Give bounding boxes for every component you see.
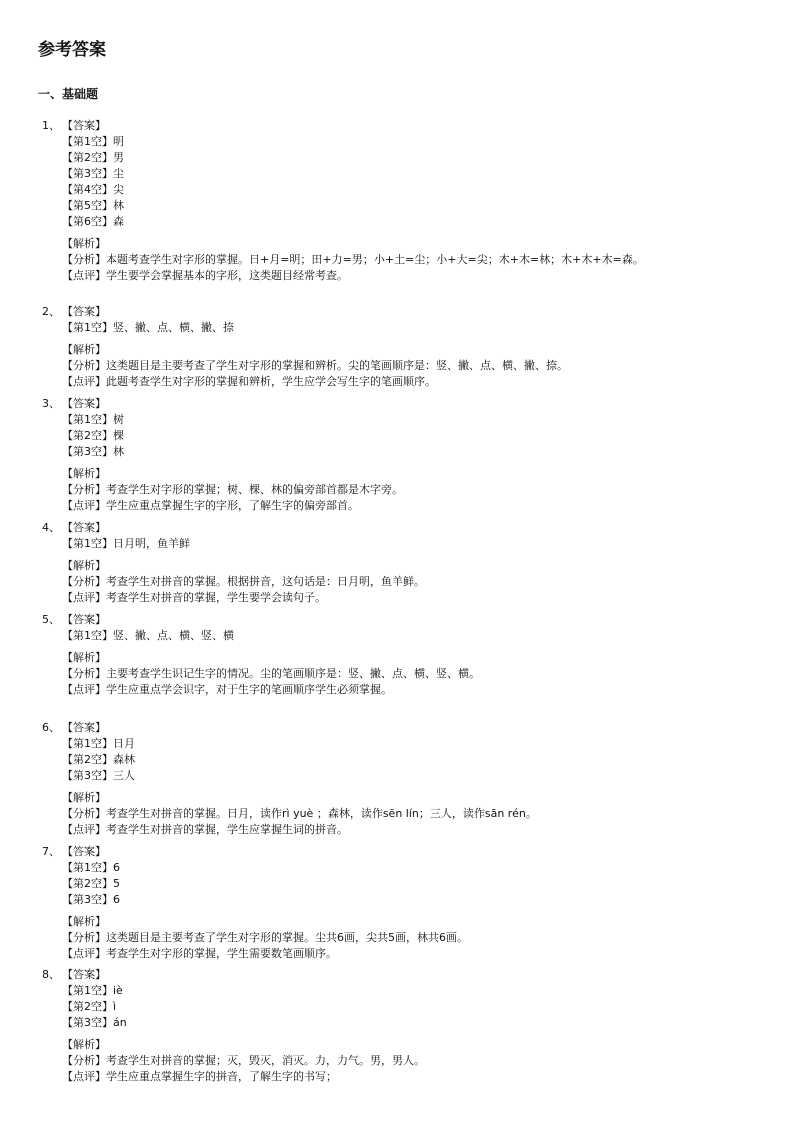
analysis-text: 【分析】考查学生对拼音的掌握。根据拼音，这句话是：日月明，鱼羊鲜。 bbox=[62, 575, 425, 588]
blank-answer: 【第3空】án bbox=[62, 1016, 127, 1029]
answer-label: 【答案】 bbox=[62, 521, 106, 534]
analysis-label: 【解析】 bbox=[62, 791, 106, 804]
comment-text: 【点评】考查学生对拼音的掌握，学生应掌握生词的拼音。 bbox=[62, 823, 348, 836]
analysis-text: 【分析】主要考查学生识记生字的情况。尘的笔画顺序是：竖、撇、点、横、竖、横。 bbox=[62, 667, 480, 680]
answer-label: 【答案】 bbox=[62, 397, 106, 410]
blank-answer: 【第1空】iè bbox=[62, 984, 123, 997]
comment-text: 【点评】学生应重点学会识字，对于生字的笔画顺序学生必须掌握。 bbox=[62, 683, 392, 696]
page-title: 参考答案 bbox=[38, 40, 106, 60]
question-number: 8、 bbox=[42, 968, 60, 981]
analysis-label: 【解析】 bbox=[62, 237, 106, 250]
blank-answer: 【第1空】竖、撇、点、横、撇、捺 bbox=[62, 321, 234, 334]
comment-text: 【点评】考查学生对字形的掌握，学生需要数笔画顺序。 bbox=[62, 947, 337, 960]
comment-text: 【点评】此题考查学生对字形的掌握和辨析，学生应学会写生字的笔画顺序。 bbox=[62, 375, 436, 388]
blank-answer: 【第1空】明 bbox=[62, 135, 124, 148]
answer-label: 【答案】 bbox=[62, 305, 106, 318]
blank-answer: 【第5空】林 bbox=[62, 199, 124, 212]
blank-answer: 【第2空】森林 bbox=[62, 753, 135, 766]
question-number: 2、 bbox=[42, 305, 60, 318]
blank-answer: 【第1空】6 bbox=[62, 861, 120, 874]
blank-answer: 【第2空】ì bbox=[62, 1000, 117, 1013]
blank-answer: 【第3空】尘 bbox=[62, 167, 124, 180]
blank-answer: 【第2空】男 bbox=[62, 151, 124, 164]
blank-answer: 【第1空】树 bbox=[62, 413, 124, 426]
blank-answer: 【第2空】棵 bbox=[62, 429, 124, 442]
blank-answer: 【第3空】林 bbox=[62, 445, 124, 458]
blank-answer: 【第6空】森 bbox=[62, 215, 124, 228]
blank-answer: 【第4空】尖 bbox=[62, 183, 124, 196]
comment-text: 【点评】学生要学会掌握基本的字形，这类题目经常考查。 bbox=[62, 269, 348, 282]
analysis-label: 【解析】 bbox=[62, 467, 106, 480]
analysis-text: 【分析】这类题目是主要考查了学生对字形的掌握和辨析。尖的笔画顺序是：竖、撇、点、横、撇、捺。 bbox=[62, 359, 568, 372]
answer-label: 【答案】 bbox=[62, 119, 106, 132]
blank-answer: 【第3空】6 bbox=[62, 893, 120, 906]
analysis-text: 【分析】这类题目是主要考查了学生对字形的掌握。尘共6画，尖共5画，林共6画。 bbox=[62, 931, 468, 944]
question-number: 5、 bbox=[42, 613, 60, 626]
blank-answer: 【第1空】日月明，鱼羊鲜 bbox=[62, 537, 190, 550]
blank-answer: 【第1空】日月 bbox=[62, 737, 135, 750]
analysis-text: 【分析】考查学生对拼音的掌握；灭，毁灭，消灭。力，力气。男，男人。 bbox=[62, 1054, 425, 1067]
comment-text: 【点评】学生应重点掌握生字的拼音，了解生字的书写； bbox=[62, 1070, 337, 1083]
analysis-label: 【解析】 bbox=[62, 559, 106, 572]
question-number: 3、 bbox=[42, 397, 60, 410]
question-number: 6、 bbox=[42, 721, 60, 734]
answer-label: 【答案】 bbox=[62, 968, 106, 981]
analysis-text: 【分析】考查学生对字形的掌握；树、棵、林的偏旁部首都是木字旁。 bbox=[62, 483, 403, 496]
question-number: 1、 bbox=[42, 119, 60, 132]
analysis-label: 【解析】 bbox=[62, 915, 106, 928]
blank-answer: 【第3空】三人 bbox=[62, 769, 135, 782]
comment-text: 【点评】考查学生对拼音的掌握，学生要学会读句子。 bbox=[62, 591, 326, 604]
comment-text: 【点评】学生应重点掌握生字的字形，了解生字的偏旁部首。 bbox=[62, 499, 359, 512]
answer-label: 【答案】 bbox=[62, 613, 106, 626]
question-number: 7、 bbox=[42, 845, 60, 858]
analysis-text: 【分析】考查学生对拼音的掌握。日月，读作rì yuè ；森林，读作sēn lín；三人，读作sān rén。 bbox=[62, 807, 537, 820]
question-number: 4、 bbox=[42, 521, 60, 534]
analysis-label: 【解析】 bbox=[62, 651, 106, 664]
analysis-label: 【解析】 bbox=[62, 1038, 106, 1051]
section-heading: 一、基础题 bbox=[38, 87, 99, 101]
blank-answer: 【第1空】竖、撇、点、横、竖、横 bbox=[62, 629, 234, 642]
answer-label: 【答案】 bbox=[62, 721, 106, 734]
analysis-text: 【分析】本题考查学生对字形的掌握。日+月=明；田+力=男；小+土=尘；小+大=尖；木+木=林；木+木+木=森。 bbox=[62, 253, 644, 266]
answer-label: 【答案】 bbox=[62, 845, 106, 858]
blank-answer: 【第2空】5 bbox=[62, 877, 120, 890]
analysis-label: 【解析】 bbox=[62, 343, 106, 356]
